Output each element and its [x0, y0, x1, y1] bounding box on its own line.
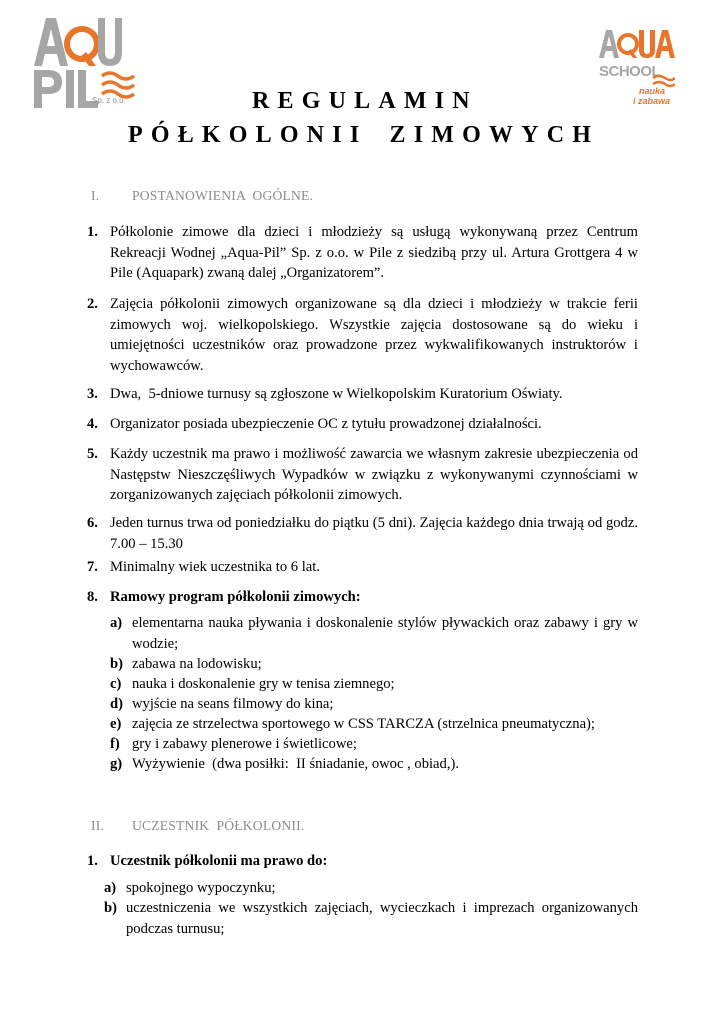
section-2-item-1-number: 1. — [87, 853, 98, 869]
item-2-number: 2. — [87, 296, 98, 312]
item-8-text: Ramowy program półkolonii zimowych: — [110, 589, 361, 605]
program-g-text: Wyżywienie (dwa posiłki: II śniadanie, owoc , obiad,). — [132, 756, 459, 772]
rights-a-text: spokojnego wypoczynku; — [126, 880, 276, 896]
item-7-number: 7. — [87, 559, 98, 575]
program-b-letter: b) — [110, 656, 123, 672]
program-a-text: elementarna nauka pływania i doskonalenie stylów pływackich oraz zabawy i gry w wodzie; — [132, 615, 638, 652]
program-f-text: gry i zabawy plenerowe i świetlicowe; — [132, 736, 357, 752]
program-b-text: zabawa na lodowisku; — [132, 656, 262, 672]
item-4-text: Organizator posiada ubezpieczenie OC z tytułu prowadzonej działalności. — [110, 416, 542, 432]
program-c-letter: c) — [110, 676, 122, 692]
item-8-number: 8. — [87, 589, 98, 605]
company-suffix: Sp. z o.o. — [92, 96, 126, 105]
item-6-text: Jeden turnus trwa od poniedziałku do piątku (5 dni). Zajęcia każdego dnia trwają od godz. 7.00 – 15.30 — [110, 515, 638, 552]
program-d-letter: d) — [110, 696, 123, 712]
program-c-text: nauka i doskonalenie gry w tenisa ziemnego; — [132, 676, 395, 692]
title-line-1: REGULAMIN — [252, 88, 478, 114]
section-1-heading: POSTANOWIENIA OGÓLNE. — [132, 188, 314, 203]
rights-a-letter: a) — [104, 880, 117, 896]
rights-b-letter: b) — [104, 900, 117, 916]
item-5-text: Każdy uczestnik ma prawo i możliwość zawarcia we własnym zakresie ubezpieczenia od Następstw Nieszczęśliwych Wypadków w związku z wykonywanymi czynnościami w zorganizowanych zajęciach półkolonii zimowych. — [110, 446, 638, 503]
item-6-number: 6. — [87, 515, 98, 531]
program-d-text: wyjście na seans filmowy do kina; — [132, 696, 334, 712]
item-3-number: 3. — [87, 386, 98, 402]
item-2-text: Zajęcia półkolonii zimowych organizowane są dla dzieci i młodzieży w trakcie ferii zimowych woj. wielkopolskiego. Wszystkie zajęcia dostosowane są do wieku i umiejętności uczestników oraz prowadzone przez wykwalifikowanych instruktorów i wychowawców. — [110, 296, 638, 374]
section-2-item-1-text: Uczestnik półkolonii ma prawo do: — [110, 853, 328, 869]
logo-tagline — [623, 86, 670, 106]
rights-b-text: uczestniczenia we wszystkich zajęciach, wycieczkach i imprezach organizowanych podczas turnusu; — [126, 900, 638, 937]
program-a-letter: a) — [110, 615, 123, 631]
title-line-2: PÓŁKOLONII ZIMOWYCH — [128, 122, 600, 148]
item-5-number: 5. — [87, 446, 98, 462]
section-1-numeral: I. — [91, 188, 100, 203]
program-g-letter: g) — [110, 756, 123, 772]
section-2-heading: UCZESTNIK PÓŁKOLONII. — [132, 818, 305, 833]
program-e-text: zajęcia ze strzelectwa sportowego w CSS TARCZA (strzelnica pneumatyczna); — [132, 716, 595, 732]
logo-tagline-line1: nauka — [639, 86, 666, 96]
item-7-text: Minimalny wiek uczestnika to 6 lat. — [110, 559, 320, 575]
program-e-letter: e) — [110, 716, 122, 732]
item-4-number: 4. — [87, 416, 98, 432]
logo-tagline-line2: i zabawa — [633, 96, 671, 106]
item-3-text: Dwa, 5-dniowe turnusy są zgłoszone w Wielkopolskim Kuratorium Oświaty. — [110, 386, 563, 402]
item-1-number: 1. — [87, 224, 98, 240]
item-1-text: Półkolonie zimowe dla dzieci i młodzieży są usługą wykonywaną przez Centrum Rekreacji Wodnej „Aqua-Pil” Sp. z o.o. w Pile z siedzibą przy ul. Artura Grottgera 4 w Pile (Aquapark) zwaną dalej „Organizatorem”. — [110, 224, 638, 281]
program-f-letter: f) — [110, 736, 120, 752]
school-wordmark: SCHOOL — [599, 63, 661, 80]
section-2-numeral: II. — [91, 818, 105, 833]
